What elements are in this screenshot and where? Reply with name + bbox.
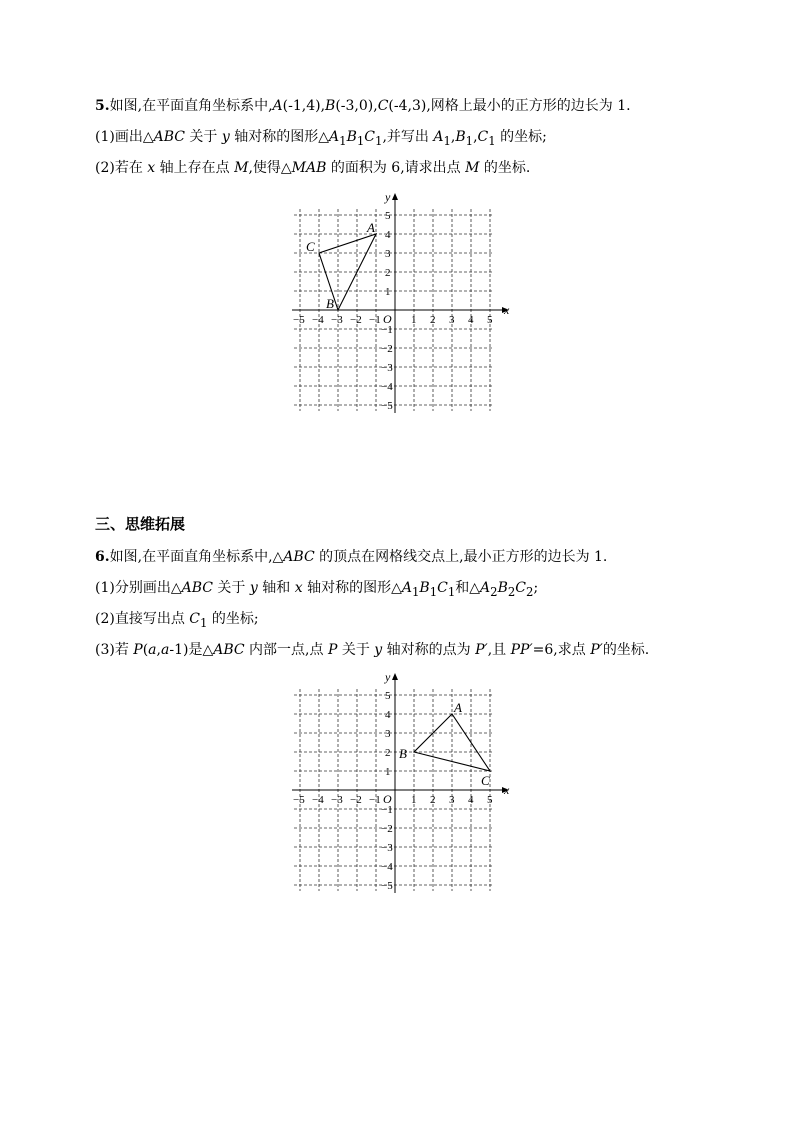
y-tick-label: −2 — [381, 823, 393, 835]
y-tick-label: 4 — [385, 709, 391, 721]
y-tick-label: 4 — [385, 229, 391, 241]
vertex-label-c: C — [481, 773, 490, 788]
x-tick-label: 1 — [411, 794, 417, 806]
vertex-label-a: A — [367, 220, 375, 235]
y-tick-label: −3 — [381, 842, 393, 854]
y-axis-label: y — [385, 190, 391, 204]
origin-label: O — [383, 312, 392, 326]
q6-part-1: (1)分别画出△ABC 关于 y 轴和 x 轴对称的图形$\triangle A_1B_1C_1$和$\triangle A_2B_2C_2$; — [95, 580, 539, 599]
x-tick-label: 4 — [468, 314, 474, 326]
x-tick-label: 5 — [487, 794, 493, 806]
y-tick-label: −5 — [381, 880, 393, 892]
x-tick-label: −5 — [293, 314, 305, 326]
x-tick-label: 4 — [468, 794, 474, 806]
section-heading: 三、思维拓展 — [95, 515, 186, 533]
q6-stem: 6.如图,在平面直角坐标系中,△ABC 的顶点在网格线交点上,最小正方形的边长为 1. — [95, 549, 608, 565]
y-tick-label: 1 — [385, 766, 391, 778]
y-tick-label: 5 — [385, 210, 391, 222]
vertex-label-b: B — [399, 746, 407, 761]
y-tick-label: −5 — [381, 400, 393, 412]
y-axis-arrow — [392, 673, 398, 680]
x-tick-label: 2 — [430, 794, 436, 806]
q5-stem: 5.如图,在平面直角坐标系中,A(-1,4),B(-3,0),C(-4,3),网格上最小的正方形的边长为 1. — [95, 98, 631, 114]
vertex-label-b: B — [326, 296, 334, 311]
y-tick-label: 5 — [385, 690, 391, 702]
q6-part-3: (3)若 P(a,a-1)是△ABC 内部一点,点 P 关于 y 轴对称的点为 P′,且 PP′=6,求点 P′的坐标. — [95, 642, 650, 658]
origin-label: O — [383, 792, 392, 806]
x-tick-label: −2 — [350, 314, 362, 326]
y-tick-label: −2 — [381, 343, 393, 355]
x-tick-label: −4 — [312, 794, 324, 806]
q6-part-2: (2)直接写出点 $C_1$ 的坐标; — [95, 611, 259, 630]
x-tick-label: 2 — [430, 314, 436, 326]
y-tick-label: 3 — [385, 728, 391, 740]
x-axis-label: x — [504, 303, 510, 317]
x-tick-label: 5 — [487, 314, 493, 326]
x-tick-label: 3 — [449, 314, 455, 326]
y-axis-arrow — [392, 193, 398, 200]
x-tick-label: −2 — [350, 794, 362, 806]
q5-number: 5. — [95, 98, 110, 114]
triangle-abc — [414, 714, 490, 771]
y-tick-label: −4 — [381, 381, 393, 393]
x-tick-label: −1 — [369, 314, 381, 326]
y-tick-label: −1 — [381, 804, 393, 816]
y-tick-label: −3 — [381, 362, 393, 374]
q5-part-2: (2)若在 x 轴上存在点 M,使得△MAB 的面积为 6,请求出点 M 的坐标. — [95, 160, 531, 176]
y-tick-label: −1 — [381, 324, 393, 336]
x-tick-label: −3 — [331, 794, 343, 806]
y-tick-label: 3 — [385, 248, 391, 260]
vertex-label-a: A — [454, 700, 462, 715]
q6-coordinate-figure — [280, 665, 520, 900]
q6-number: 6. — [95, 549, 110, 565]
x-axis-label: x — [504, 783, 510, 797]
y-axis-label: y — [385, 670, 391, 684]
q5-coordinate-figure — [280, 185, 520, 420]
y-tick-label: 2 — [385, 267, 391, 279]
y-tick-label: 1 — [385, 286, 391, 298]
y-tick-label: −4 — [381, 861, 393, 873]
x-tick-label: 1 — [411, 314, 417, 326]
x-tick-label: −4 — [312, 314, 324, 326]
x-tick-label: 3 — [449, 794, 455, 806]
vertex-label-c: C — [306, 239, 315, 254]
y-tick-label: 2 — [385, 747, 391, 759]
x-tick-label: −1 — [369, 794, 381, 806]
x-tick-label: −3 — [331, 314, 343, 326]
q5-part-1: (1)画出△ABC 关于 y 轴对称的图形$\triangle A_1B_1C_1$,并写出 $A_1,B_1,C_1$ 的坐标; — [95, 129, 547, 148]
x-tick-label: −5 — [293, 794, 305, 806]
